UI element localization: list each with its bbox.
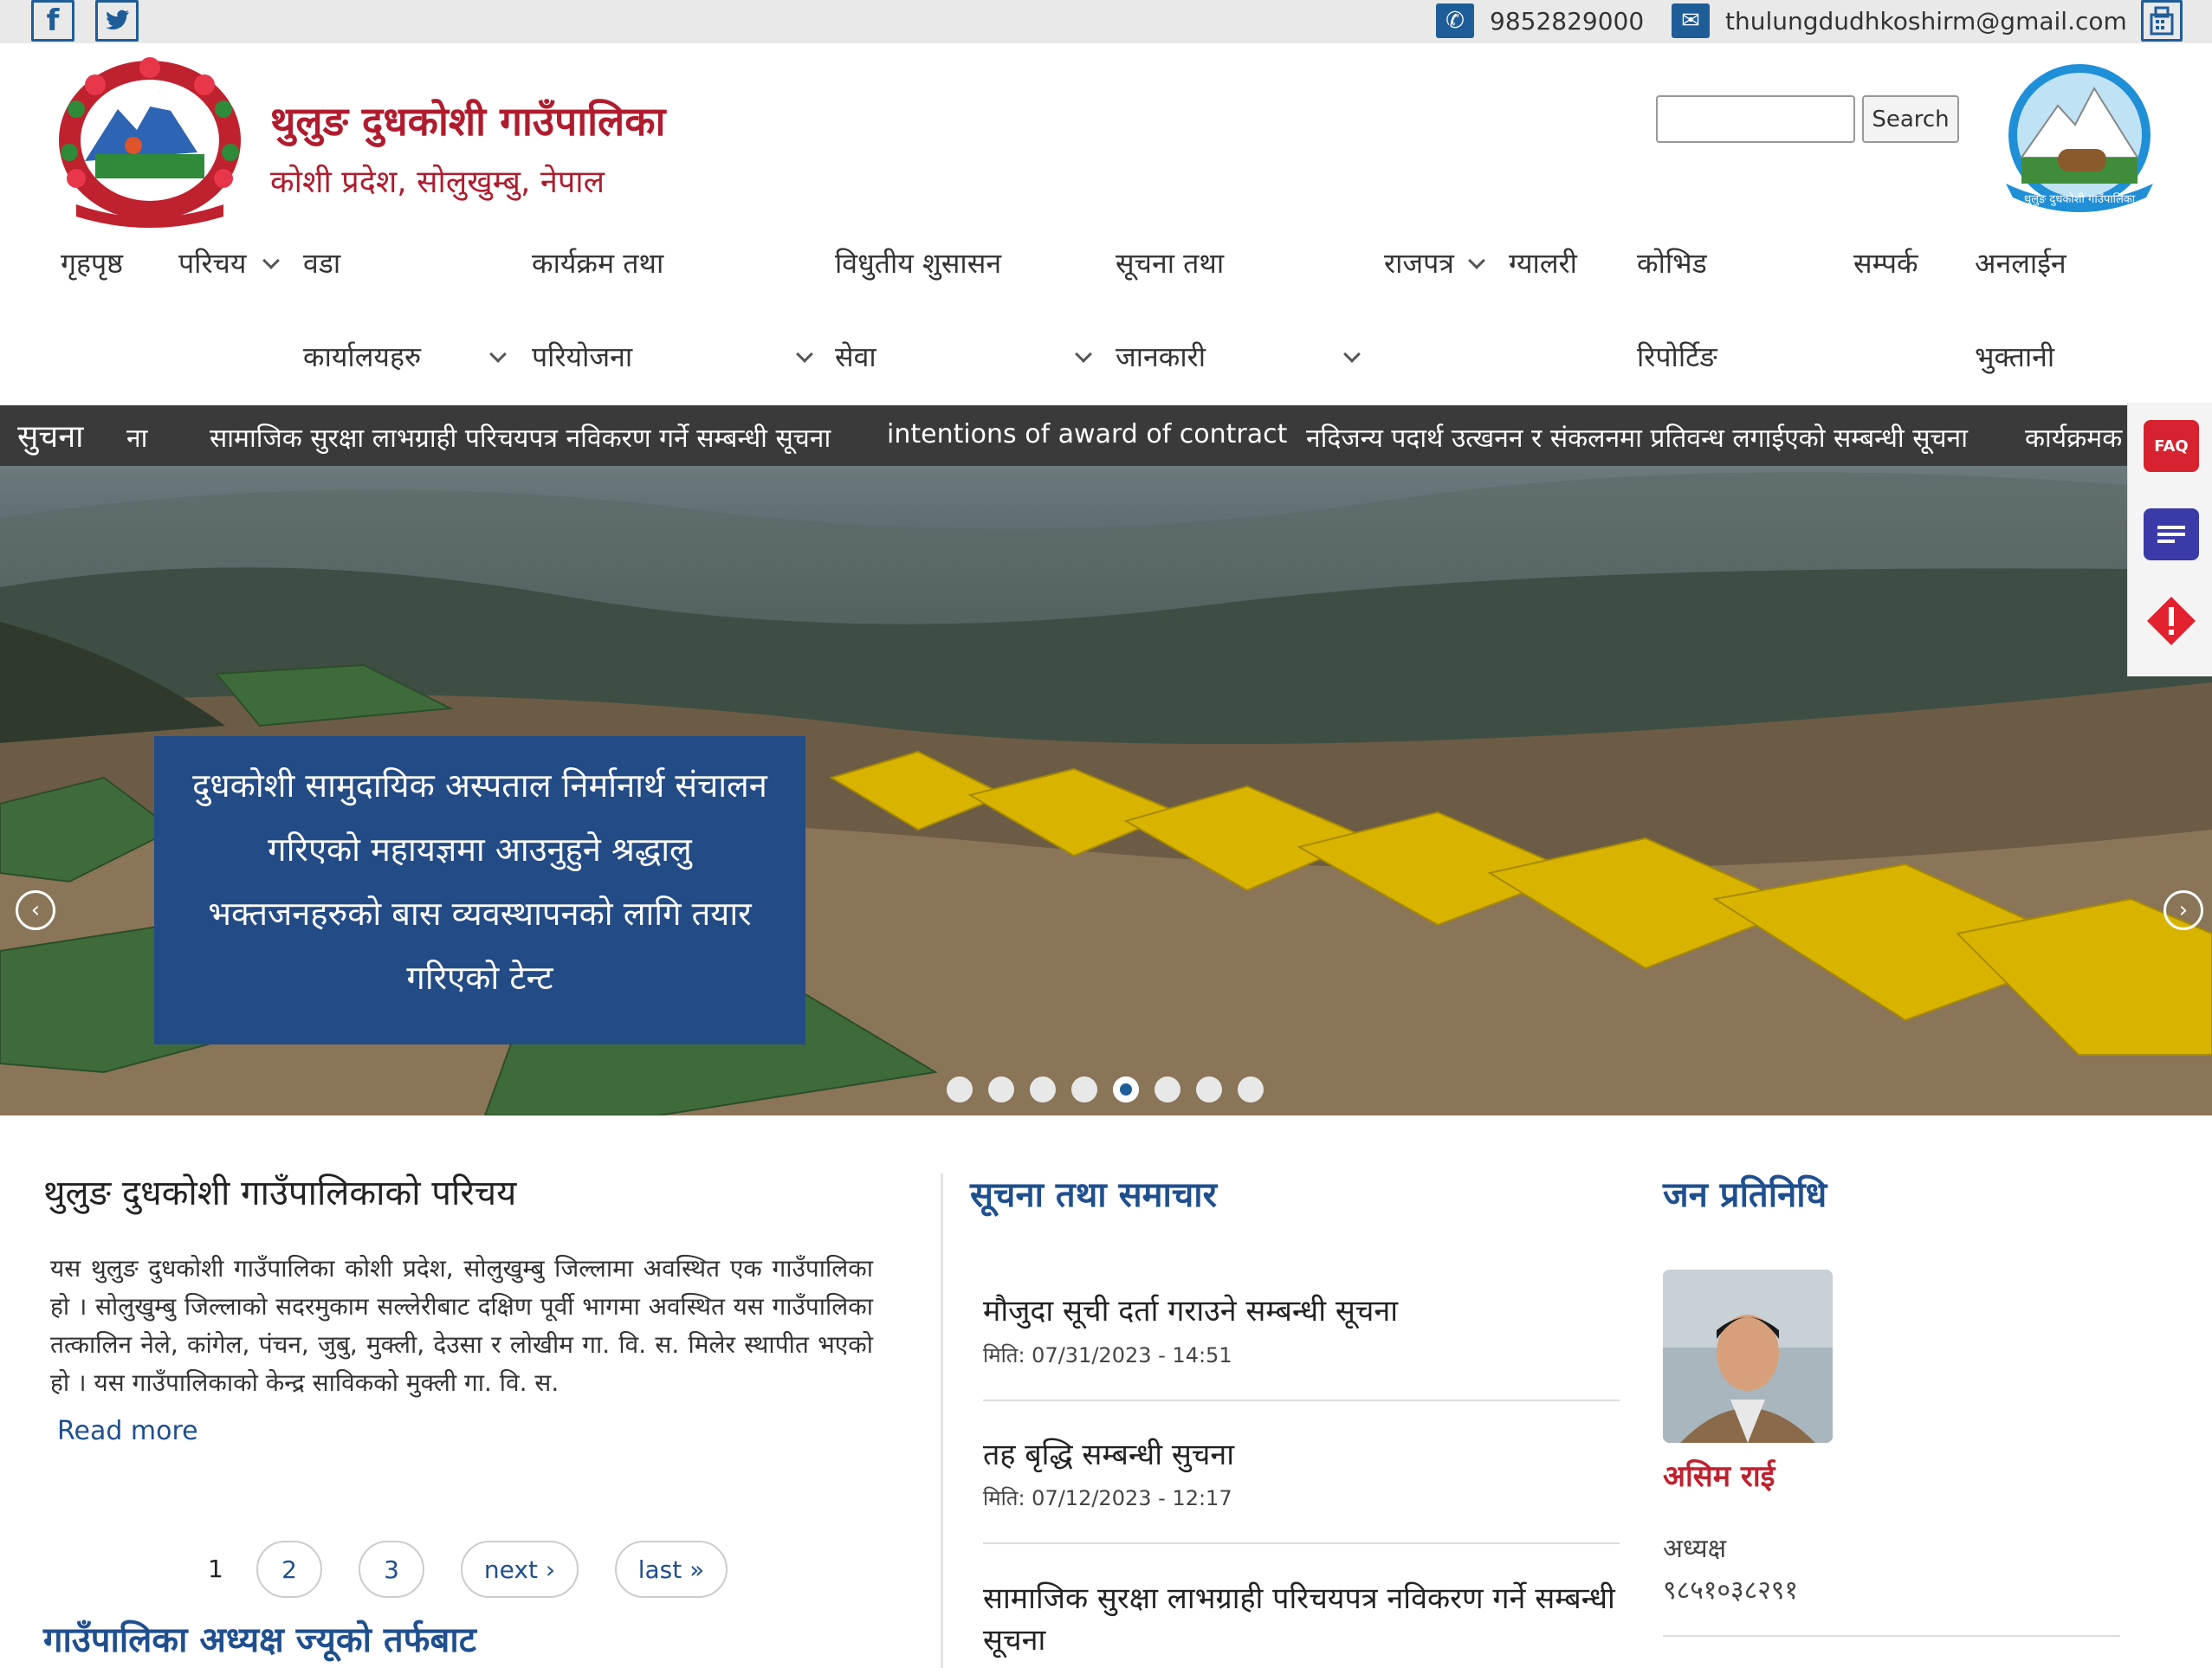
chevron-down-icon[interactable] <box>796 346 813 363</box>
search-input[interactable] <box>1656 95 1855 143</box>
slider-dot[interactable] <box>947 1076 973 1102</box>
intro-text: यस थुलुङ दुधकोशी गाउँपालिका कोशी प्रदेश, सोलुखुम्बु जिल्लामा अवस्थित एक गाउँपालिका हो । सोलुखुम्बु जिल्लाको सदरमुकाम सल्लेरीबाट दक्षिण पूर्वी भागमा अवस्थित यस गाउँपालिका तत्कालिन नेले, कांगेल, पंचन, जुबु, मुक्ली, देउसा र लोखीम गा. वि. स. मिलेर स्थापीत भएको हो । यस गाउँपालिकाको केन्द्र साविकको मुक्ली गा. वि. स. <box>50 1254 873 1397</box>
phone-number[interactable]: 9852829000 <box>1490 6 1645 36</box>
site-subtitle: कोशी प्रदेश, सोलुखुम्बु, नेपाल <box>270 165 605 200</box>
ticker-item[interactable]: ना <box>126 423 148 454</box>
alert-icon[interactable] <box>2144 595 2199 647</box>
side-quick-links <box>2127 403 2212 676</box>
pager-last[interactable]: last » <box>615 1541 728 1598</box>
slider-prev-button[interactable]: ‹ <box>16 890 55 930</box>
nav-programs[interactable]: कार्यक्रम तथा <box>532 247 664 280</box>
representative-phone: ९८५१०३८२९१ <box>1663 1575 1798 1606</box>
ticker-item[interactable]: नदिजन्य पदार्थ उत्खनन र संकलनमा प्रतिवन्ध लगाईएको सम्बन्धी सूचना <box>1306 423 1968 454</box>
ticker-item[interactable]: intentions of award of contract <box>887 419 1288 449</box>
news-item-date: मिति: 07/31/2023 - 14:51 <box>983 1343 1232 1367</box>
pager-current: 1 <box>208 1555 223 1583</box>
read-more-link[interactable]: Read more <box>57 1416 198 1446</box>
chevron-down-icon[interactable] <box>489 346 507 363</box>
slider-dot-active[interactable] <box>1113 1076 1139 1102</box>
news-separator <box>983 1542 1620 1544</box>
nav-information[interactable]: सूचना तथा <box>1116 247 1225 280</box>
representative-photo[interactable] <box>1663 1270 1833 1443</box>
nav-intro[interactable]: परिचय <box>178 247 247 280</box>
pager-page-2[interactable]: 2 <box>256 1541 322 1598</box>
representative-separator <box>1663 1635 2120 1637</box>
search-button[interactable]: Search <box>1862 95 1959 143</box>
top-bar <box>0 0 2212 43</box>
slider-dot[interactable] <box>1071 1076 1097 1102</box>
nav-e-governance-line2[interactable]: सेवा <box>835 340 876 373</box>
news-item-date: मिति: 07/12/2023 - 12:17 <box>983 1486 1232 1510</box>
fax-icon[interactable] <box>2141 0 2183 42</box>
municipality-logo[interactable] <box>1997 62 2162 218</box>
nav-covid-line2[interactable]: रिपोर्टिङ <box>1637 340 1717 373</box>
nav-home[interactable]: गृहपृष्ठ <box>61 247 124 280</box>
ticker-item[interactable]: सामाजिक सुरक्षा लाभग्राही परिचयपत्र नविकरण गर्ने सम्बन्धी सूचना <box>210 423 831 454</box>
slide-caption: दुधकोशी सामुदायिक अस्पताल निर्मानार्थ संचालन गरिएको महायज्ञमा आउनुहुने श्रद्धालु भक्तजनहरुको बास व्यवस्थापनको लागि तयार गरिएको टेन्ट <box>154 736 805 1044</box>
nav-contact[interactable]: सम्पर्क <box>1853 247 1918 280</box>
pager-next[interactable]: next › <box>461 1541 579 1598</box>
site-title[interactable]: थुलुङ दुधकोशी गाउँपालिका <box>270 98 666 145</box>
slider-next-button[interactable]: › <box>2163 890 2203 930</box>
representative-name[interactable]: असिम राई <box>1663 1459 1775 1494</box>
nav-online-payment[interactable]: अनलाईन <box>1975 247 2066 280</box>
nav-online-payment-line2[interactable]: भुक्तानी <box>1975 340 2055 373</box>
twitter-icon[interactable] <box>95 0 139 42</box>
nav-information-line2[interactable]: जानकारी <box>1116 340 1206 373</box>
chevron-down-icon[interactable] <box>1343 346 1361 363</box>
mail-icon: ✉ <box>1672 3 1710 38</box>
email-address[interactable]: thulungdudhkoshirm@gmail.com <box>1725 6 2127 36</box>
municipality-logo-text: थुलुङ दुधकोशी गाउँपालिका <box>2023 193 2136 206</box>
slider-dot[interactable] <box>1238 1076 1264 1102</box>
intro-heading: थुलुङ दुधकोशी गाउँपालिकाको परिचय <box>43 1173 517 1213</box>
news-item-title[interactable]: मौजुदा सूची दर्ता गराउने सम्बन्धी सूचना <box>983 1294 1399 1329</box>
slider-dot[interactable] <box>988 1076 1014 1102</box>
slider-dot[interactable] <box>1155 1076 1180 1102</box>
phone-icon: ✆ <box>1436 3 1474 38</box>
news-heading: सूचना तथा समाचार <box>970 1175 1218 1215</box>
nav-ward[interactable]: वडा <box>303 247 341 280</box>
nav-e-governance[interactable]: विधुतीय शुसासन <box>835 247 1002 280</box>
chairman-heading: गाउँपालिका अध्यक्ष ज्यूको तर्फबाट <box>43 1620 476 1660</box>
phone-contact[interactable] <box>1436 3 1644 38</box>
representative-heading: जन प्रतिनिधि <box>1663 1175 1827 1215</box>
slider-dot[interactable] <box>1196 1076 1222 1102</box>
faq-icon[interactable] <box>2144 420 2199 472</box>
pager-page-3[interactable]: 3 <box>359 1541 424 1598</box>
news-separator <box>983 1400 1620 1401</box>
chevron-down-icon[interactable] <box>1075 346 1092 363</box>
news-ticker <box>0 405 2212 466</box>
slider-dot[interactable] <box>1030 1076 1056 1102</box>
email-contact[interactable] <box>1672 3 2127 38</box>
ticker-item[interactable]: कार्यक्रमक <box>2025 423 2123 454</box>
column-divider <box>941 1173 943 1668</box>
chat-icon[interactable] <box>2144 508 2199 560</box>
chevron-down-icon[interactable] <box>1468 252 1485 269</box>
nav-programs-line2[interactable]: परियोजना <box>532 340 633 373</box>
representative-role: अध्यक्ष <box>1663 1534 1727 1564</box>
nav-gazette[interactable]: राजपत्र <box>1384 247 1454 280</box>
nav-covid[interactable]: कोभिड <box>1637 247 1707 280</box>
chevron-down-icon[interactable] <box>262 252 280 269</box>
government-emblem-logo[interactable] <box>50 57 249 229</box>
nav-ward-line2[interactable]: कार्यालयहरु <box>303 340 422 373</box>
ticker-label: सुचना <box>17 419 84 455</box>
nav-gallery[interactable]: ग्यालरी <box>1509 247 1577 280</box>
news-item-title[interactable]: तह बृद्धि सम्बन्धी सुचना <box>983 1438 1235 1472</box>
facebook-icon[interactable]: f <box>31 0 74 42</box>
news-item-title[interactable]: सामाजिक सुरक्षा लाभग्राही परिचयपत्र नविकरण गर्ने सम्बन्धी सूचना <box>983 1581 1615 1658</box>
faq-label: FAQ <box>2154 436 2189 456</box>
